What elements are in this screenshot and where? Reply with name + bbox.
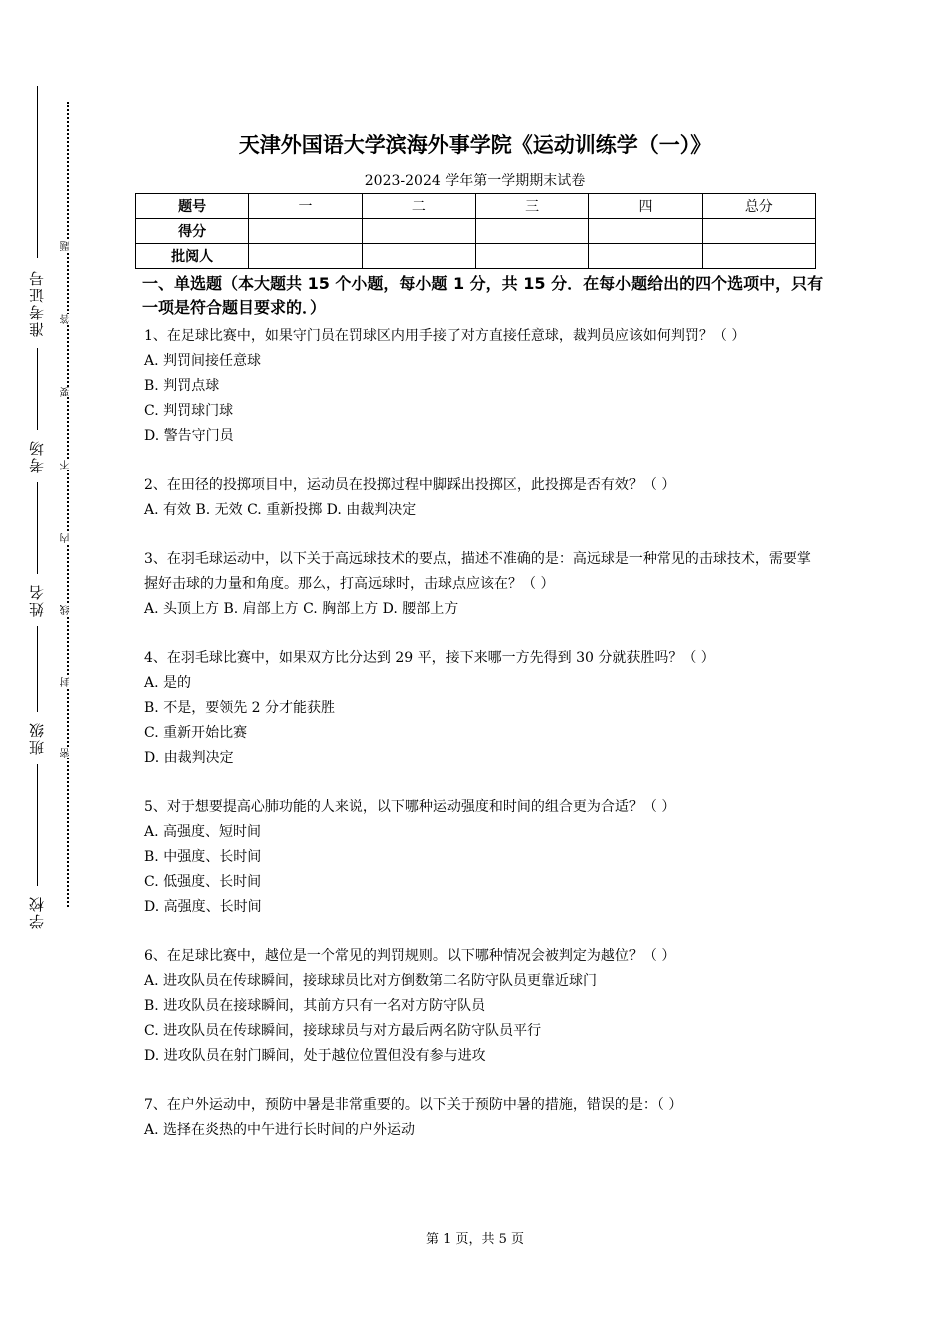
option: B. 判罚点球 (144, 378, 220, 394)
grader-cell[interactable] (362, 244, 475, 269)
seal-char: 封 (60, 677, 76, 687)
grader-row (136, 244, 816, 269)
table-header-cell: 题号 (136, 194, 249, 219)
score-row (136, 219, 816, 244)
exam-subtitle: 2023-2024 学年第一学期期末试卷 (364, 173, 586, 189)
grader-cell[interactable] (475, 244, 588, 269)
question-stem: 7、在户外运动中，预防中暑是非常重要的。以下关于预防中暑的措施，错误的是：（ ） (144, 1097, 683, 1113)
score-table-header-row (136, 194, 816, 219)
option: C. 低强度、长时间 (144, 874, 262, 890)
option: D. 高强度、长时间 (144, 899, 262, 915)
exam-room-label: 考场 (28, 439, 46, 473)
exam-content (144, 272, 824, 1167)
seal-char: 密 (60, 748, 76, 758)
seal-char: 内 (60, 533, 76, 543)
score-cell[interactable] (475, 219, 588, 244)
question-stem: 4、在羽毛球比赛中，如果双方比分达到 29 平，接下来哪一方先得到 30 分就获胜吗？（ ） (144, 650, 715, 666)
option: A. 进攻队员在传球瞬间，接球球员比对方倒数第二名防守队员更靠近球门 (144, 973, 598, 989)
school-label: 学校 (28, 895, 46, 929)
page-number: 第 1 页，共 5 页 (425, 1232, 525, 1247)
fill-line (37, 482, 38, 574)
row-label: 批阅人 (136, 244, 249, 269)
table-header-cell: 二 (362, 194, 475, 219)
name-label: 姓名 (28, 583, 46, 617)
row-label: 得分 (136, 219, 249, 244)
fill-line (37, 626, 38, 712)
table-header-cell: 四 (589, 194, 702, 219)
option: B. 进攻队员在接球瞬间，其前方只有一名对方防守队员 (144, 998, 486, 1014)
table-header-cell: 总分 (702, 194, 815, 219)
question-stem: 1、在足球比赛中，如果守门员在罚球区内用手接了对方直接任意球，裁判员应该如何判罚？（ ） (144, 328, 746, 344)
option: C. 进攻队员在传球瞬间，接球球员与对方最后两名防守队员平行 (144, 1023, 542, 1039)
question-stem: 2、在田径的投掷项目中，运动员在投掷过程中脚踩出投掷区，此投掷是否有效？（ ） (144, 477, 676, 493)
question-stem: 5、对于想要提高心肺功能的人来说，以下哪种运动强度和时间的组合更为合适？（ ） (144, 799, 676, 815)
seal-char: 线 (60, 605, 76, 615)
question-2 (144, 473, 824, 523)
seal-char: 题 (60, 241, 76, 251)
exam-number-label: 准考证号 (28, 269, 46, 337)
option: C. 重新开始比赛 (144, 725, 248, 741)
score-cell[interactable] (702, 219, 815, 244)
fill-line (37, 348, 38, 430)
option: A. 判罚间接任意球 (144, 353, 262, 369)
question-4 (144, 646, 824, 771)
option: C. 判罚球门球 (144, 403, 234, 419)
seal-char: 不 (60, 460, 76, 470)
table-header-cell: 三 (475, 194, 588, 219)
option: D. 由裁判决定 (144, 750, 234, 766)
question-5 (144, 795, 824, 920)
option: B. 不是，要领先 2 分才能获胜 (144, 700, 335, 716)
question-6 (144, 944, 824, 1069)
binding-margin (0, 0, 72, 1344)
seal-char: 答 (60, 314, 76, 324)
exam-title: 天津外国语大学滨海外事学院《运动训练学（一）》 (238, 133, 712, 157)
seal-char: 要 (60, 387, 76, 397)
class-label: 班级 (28, 721, 46, 755)
table-header-cell: 一 (249, 194, 362, 219)
option: D. 警告守门员 (144, 428, 234, 444)
section-heading: 一、单选题（本大题共 15 个小题，每小题 1 分，共 15 分．在每小题给出的四个选项中，只有一项是符合题目要求的．） (142, 274, 824, 317)
seal-line (67, 102, 69, 907)
question-stem: 3、在羽毛球运动中，以下关于高远球技术的要点，描述不准确的是：高远球是一种常见的击球技术，需要掌握好击球的力量和角度。那么，打高远球时，击球点应该在？（ ） (144, 551, 811, 592)
question-1 (144, 324, 824, 449)
grader-cell[interactable] (589, 244, 702, 269)
option: A. 选择在炎热的中午进行长时间的户外运动 (144, 1122, 416, 1138)
grader-cell[interactable] (249, 244, 362, 269)
score-table (135, 193, 816, 269)
option: A. 头顶上方 B. 肩部上方 C. 胸部上方 D. 腰部上方 (144, 601, 459, 617)
fill-line (37, 764, 38, 886)
score-cell[interactable] (362, 219, 475, 244)
question-7 (144, 1093, 824, 1143)
question-stem: 6、在足球比赛中，越位是一个常见的判罚规则。以下哪种情况会被判定为越位？（ ） (144, 948, 676, 964)
option: A. 是的 (144, 675, 192, 691)
option: D. 进攻队员在射门瞬间，处于越位位置但没有参与进攻 (144, 1048, 486, 1064)
score-cell[interactable] (589, 219, 702, 244)
grader-cell[interactable] (702, 244, 815, 269)
option: B. 中强度、长时间 (144, 849, 262, 865)
option: A. 有效 B. 无效 C. 重新投掷 D. 由裁判决定 (144, 502, 417, 518)
score-cell[interactable] (249, 219, 362, 244)
question-3 (144, 547, 824, 622)
option: A. 高强度、短时间 (144, 824, 262, 840)
